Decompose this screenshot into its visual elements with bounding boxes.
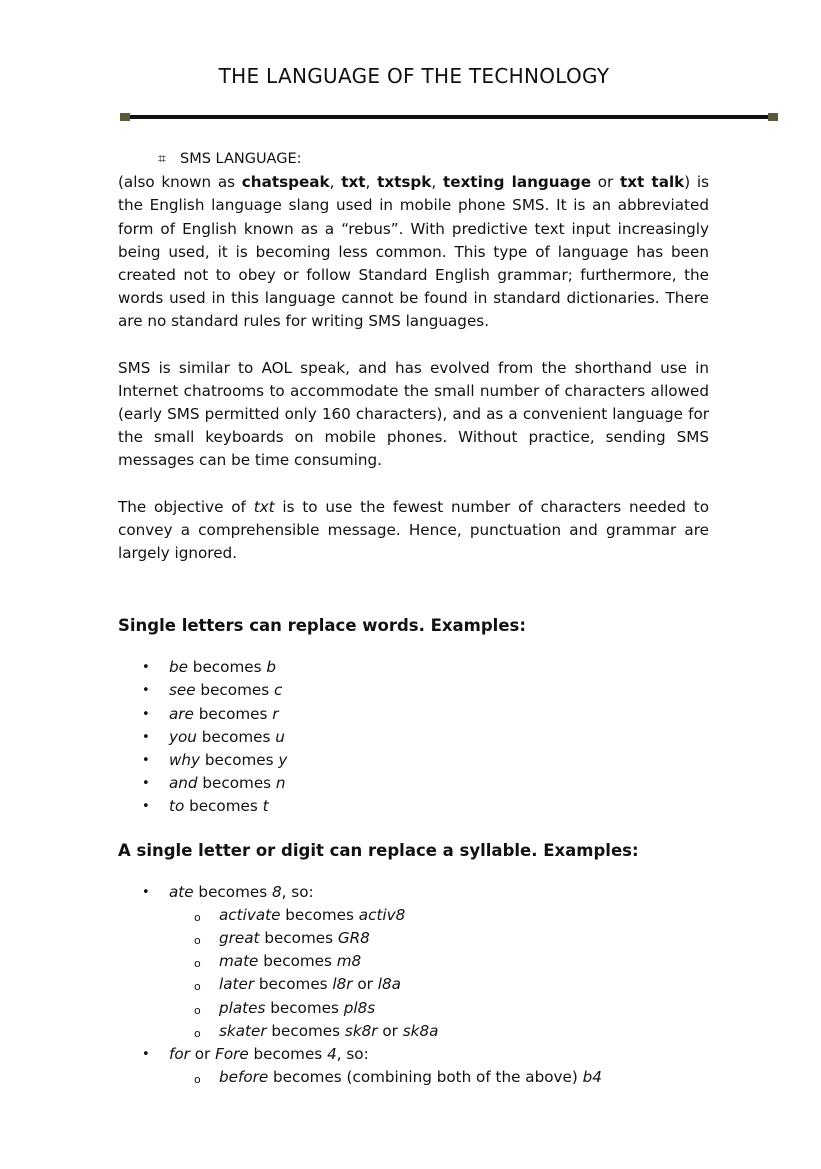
list-item: • and becomes n <box>118 772 709 795</box>
sub-list-item: o skater becomes sk8r or sk8a <box>118 1020 709 1043</box>
list-item: • why becomes y <box>118 749 709 772</box>
sub-list <box>169 1066 709 1089</box>
divider-cap-right <box>768 113 778 121</box>
sub-list-item: o great becomes GR8 <box>118 927 709 950</box>
sub-list-item: o later becomes l8r or l8a <box>118 973 709 996</box>
section-heading <box>158 148 709 171</box>
list-item: • ate becomes 8, so: o activate becomes activ8 o great becomes GR8 o mate becomes m8 o later becomes l8r or l8a o plates becomes pl8s o skater becomes sk8r or sk8a <box>118 881 709 1043</box>
list-item: • see becomes c <box>118 679 709 702</box>
list-item: • for or Fore becomes 4, so: o before becomes (combining both of the above) b4 <box>118 1043 709 1089</box>
paragraph-history: SMS is similar to AOL speak, and has evolved from the shorthand use in Internet chatrooms to accommodate the small number of characters allowed (early SMS permitted only 160 characters), and as a convenient language for the small keyboards on mobile phones. Without practice, sending SMS messages can be time consuming. <box>118 358 709 470</box>
page-title: THE LANGUAGE OF THE TECHNOLOGY <box>218 64 610 88</box>
title-divider <box>120 115 778 119</box>
list-item: • be becomes b <box>118 656 709 679</box>
divider-cap-left <box>120 113 130 121</box>
paragraph-objective: The objective of txt is to use the fewest number of characters needed to convey a comprehensible message. Hence, punctuation and grammar are largely ignored. <box>118 497 709 563</box>
document-body <box>118 148 709 1090</box>
single-letters-list <box>118 656 709 818</box>
heading-single-letters: Single letters can replace words. Examples: <box>118 616 526 636</box>
hash-bullet-icon: ⌗ <box>158 151 166 167</box>
paragraph-intro: (also known as chatspeak, txt, txtspk, texting language or txt talk) is the English language slang used in mobile phone SMS. It is an abbreviated form of English known as a “rebus”. With predictive text input increasingly being used, it is becoming less common. This type of language has been created not to obey or follow Standard English grammar; furthermore, the words used in this language cannot be found in standard dictionaries. There are no standard rules for writing SMS languages. <box>118 173 710 331</box>
list-item: • you becomes u <box>118 726 709 749</box>
sub-list-item: o before becomes (combining both of the above) b4 <box>118 1066 709 1089</box>
sub-list-item: o plates becomes pl8s <box>118 997 709 1020</box>
list-item: • to becomes t <box>118 795 709 818</box>
sub-list-item: o mate becomes m8 <box>118 950 709 973</box>
sub-list <box>169 904 709 1043</box>
syllables-list <box>118 881 709 1090</box>
heading-syllables: A single letter or digit can replace a syllable. Examples: <box>118 840 639 860</box>
section-heading-text: SMS LANGUAGE: <box>180 151 302 167</box>
sub-list-item: o activate becomes activ8 <box>118 904 709 927</box>
list-item: • are becomes r <box>118 703 709 726</box>
